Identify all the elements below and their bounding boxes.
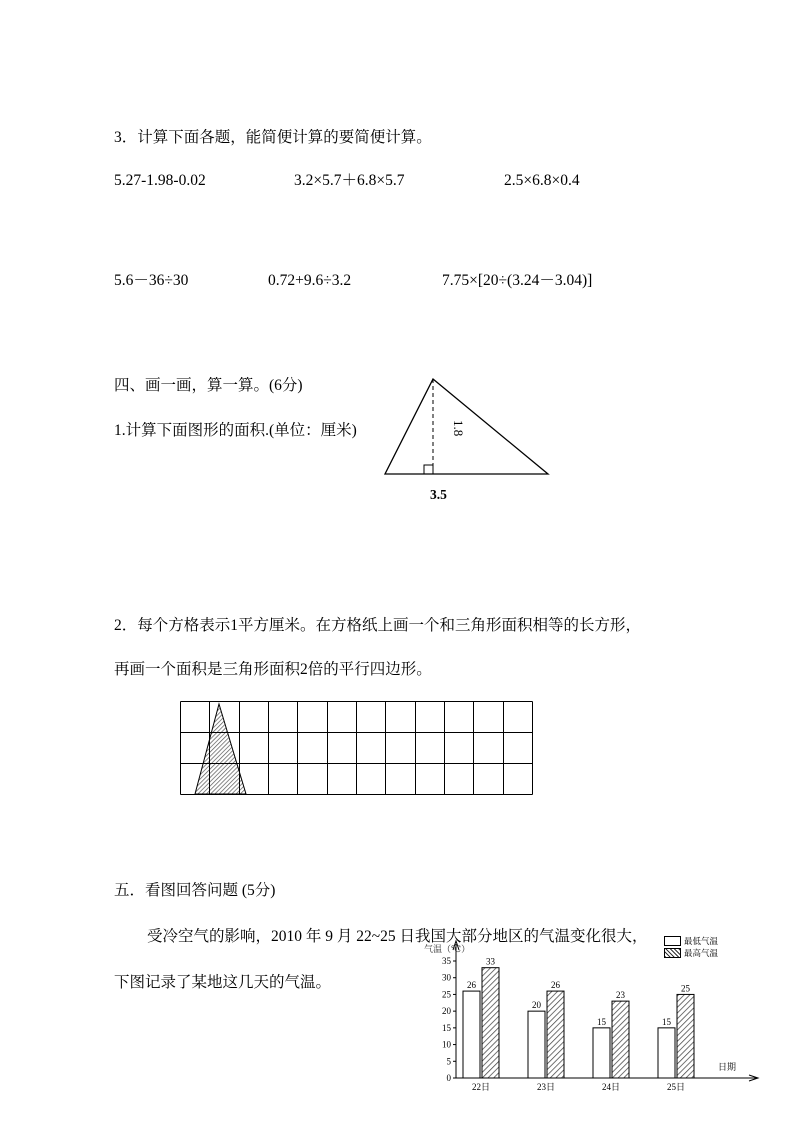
legend-swatch-low-icon [664,936,681,946]
section4-q2-line1: 2．每个方格表示1平方厘米。在方格纸上画一个和三角形面积相等的长方形， [114,617,642,634]
bar-最高气温-22日 [482,968,499,1078]
x-category-label: 23日 [536,1082,556,1092]
bar-value-label: 25 [681,983,690,994]
bar-value-label: 15 [662,1016,671,1027]
legend-item-high [664,948,718,958]
legend-swatch-high-icon [664,948,681,958]
question3-prompt: 3．计算下面各题，能简便计算的要简便计算。 [114,129,432,146]
y-tick-label: 0 [446,1073,451,1083]
q3-expression-2: 3.2×5.7＋6.8×5.7 [294,172,405,189]
bar-value-label: 26 [551,980,560,991]
temperature-chart-canvas [420,936,788,1106]
q3-expression-1: 5.27-1.98-0.02 [114,172,206,189]
bar-最低气温-22日 [463,991,480,1078]
x-category-label: 22日 [471,1082,491,1092]
bar-value-label: 15 [597,1016,606,1027]
y-tick-label: 15 [442,1022,451,1033]
triangle-height-label: 1.8 [451,420,466,437]
chart-legend [664,936,718,958]
bar-value-label: 26 [467,980,476,991]
right-angle-mark [424,465,433,474]
section5-para-line1: 受冷空气的影响，2010 年 9 月 22~25 日我国大部分地区的气温变化很大， [147,928,648,945]
grid-triangle [195,704,246,794]
q3-expression-5: 0.72+9.6÷3.2 [268,272,352,289]
bar-最低气温-24日 [593,1028,610,1078]
legend-label-high: 最高气温 [684,948,719,958]
x-category-label: 24日 [601,1082,621,1092]
triangle-figure [368,372,568,507]
bar-最高气温-24日 [612,1001,629,1078]
bar-最高气温-25日 [677,994,694,1078]
section4-title: 四、画一画，算一算。(6分) [114,377,303,394]
y-tick-label: 20 [442,1006,451,1017]
section5-title: 五．看图回答问题 (5分) [114,882,276,899]
legend-item-low [664,936,718,946]
y-tick-label: 25 [442,989,451,1000]
chart-x-axis-label: 日期 [718,1062,737,1072]
y-tick-label: 5 [446,1056,451,1067]
triangle-base-label: 3.5 [430,487,447,502]
y-tick-label: 10 [442,1039,451,1050]
section4-q1-text: 1.计算下面图形的面积.(单位：厘米) [114,422,357,439]
q3-expression-4: 5.6－36÷30 [114,272,189,289]
bar-最低气温-23日 [528,1011,545,1078]
legend-label-low: 最低气温 [684,936,719,946]
temperature-chart [420,936,788,1106]
bar-value-label: 23 [616,990,625,1001]
y-tick-label: 30 [442,972,451,983]
y-tick-label: 35 [442,956,451,966]
q3-expression-6: 7.75×[20÷(3.24－3.04)] [442,272,593,289]
bar-value-label: 20 [532,1000,541,1011]
section4-q2-line2: 再画一个面积是三角形面积2倍的平行四边形。 [114,661,432,678]
chart-y-axis-label: 气温（℃） [424,944,471,954]
q3-expression-3: 2.5×6.8×0.4 [504,172,580,189]
section5-para-line2: 下图记录了某地这几天的气温。 [114,974,332,991]
x-category-label: 25日 [666,1082,686,1092]
grid-paper [180,701,534,796]
bar-最高气温-23日 [547,991,564,1078]
bar-value-label: 33 [486,956,495,967]
bar-最低气温-25日 [658,1028,675,1078]
